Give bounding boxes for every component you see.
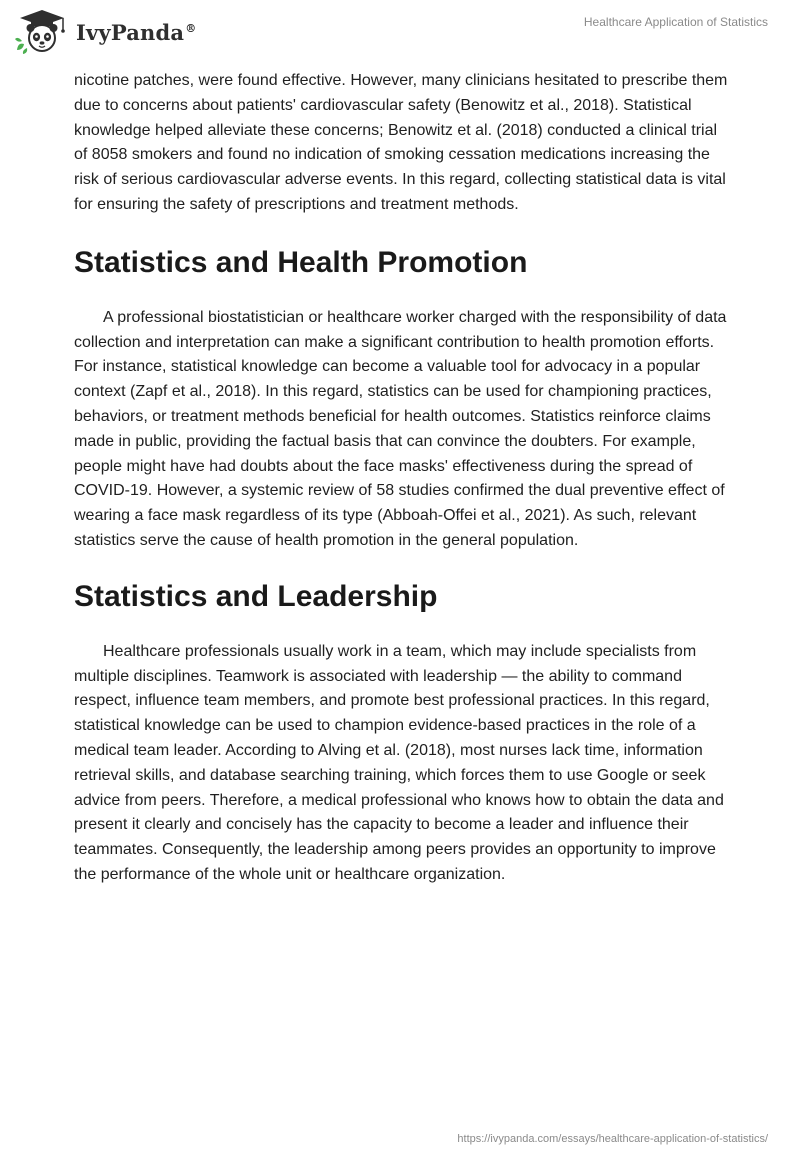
registered-mark: ®	[185, 21, 197, 35]
health-promotion-paragraph: A professional biostatistician or healthcare worker charged with the responsibility of data collection and interpretation can make a significant contribution to health promotion efforts. For instance, statistical knowledge can become a valuable tool for advocacy in a popular context (Zapf et al., 2018). In this regard, statistics can be used for championing practices, behaviors, or treatment methods beneficial for health outcomes. Statistics reinforce claims made in public, providing the factual basis that can convince the doubters. For example, people might have had doubts about the face masks' effectiveness during the spread of COVID-19. However, a systemic review of 58 studies confirmed the dual preventive effect of wearing a face mask regardless of its type (Abboah-Offei et al., 2021). As such, relevant statistics serve the cause of health promotion in the general population.	[74, 308, 727, 549]
intro-paragraph: nicotine patches, were found effective. However, many clinicians hesitated to prescribe them due to concerns about patients' cardiovascular safety (Benowitz et al., 2018). Statistical knowledge helped alleviate these concerns; Benowitz et al. (2018) conducted a clinical trial of 8058 smokers and found no indication of smoking cessation medications increasing the risk of serious cardiovascular adverse events. In this regard, collecting statistical data is vital for ensuring the safety of prescriptions and treatment methods.	[74, 72, 728, 213]
leadership-paragraph: Healthcare professionals usually work in a team, which may include specialists from multiple disciplines. Teamwork is associated with leadership — the ability to command respect, influence team members, and promote best professional practices. In this regard, statistical knowledge can be used to champion evidence-based practices in the role of a medical team leader. According to Alving et al. (2018), most nurses lack time, information retrieval skills, and database searching training, which forces them to use Google or seek advice from peers. Therefore, a medical professional who knows how to obtain the data and present it clearly and concisely has the capacity to become a leader and influence their teammates. Consequently, the leadership among peers provides an opportunity to improve the performance of the whole unit or healthcare organization.	[74, 642, 724, 883]
page-header	[0, 0, 800, 62]
document-title: Healthcare Application of Statistics	[583, 15, 768, 29]
footer-source-url[interactable]: https://ivypanda.com/essays/healthcare-application-of-statistics/	[457, 1133, 768, 1145]
section-heading-health-promotion: Statistics and Health Promotion	[74, 245, 528, 279]
section-heading-leadership: Statistics and Leadership	[74, 579, 438, 613]
ivypanda-logo[interactable]	[14, 8, 196, 54]
brand-name: IvyPanda®	[76, 19, 197, 45]
essay-content	[74, 69, 734, 888]
panda-logo-icon	[14, 8, 70, 54]
